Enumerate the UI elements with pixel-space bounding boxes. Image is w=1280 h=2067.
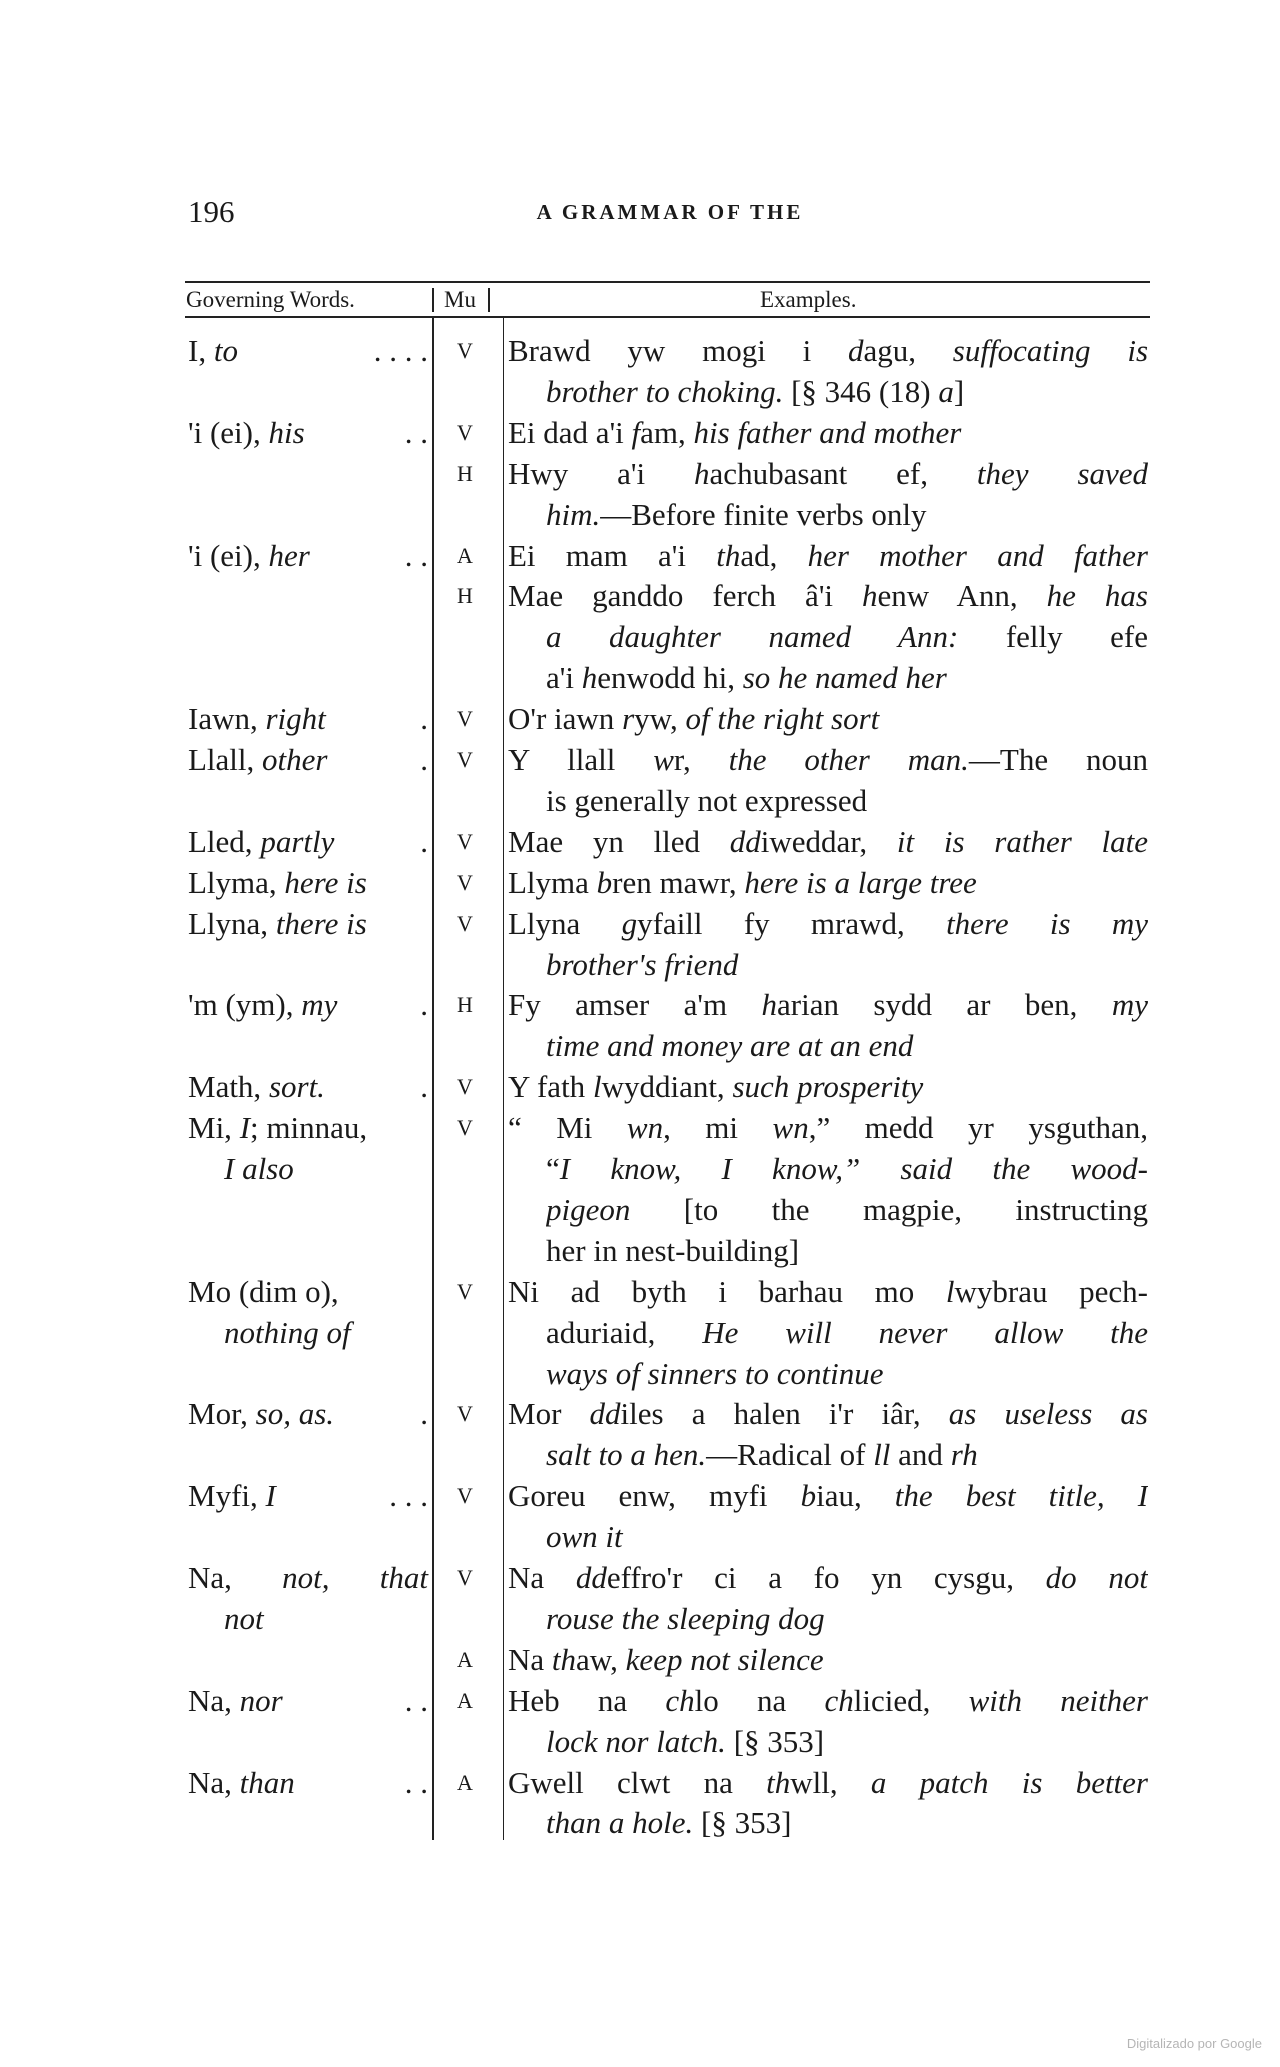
example-text <box>546 1516 1148 1557</box>
roman-text: Na <box>508 1641 552 1677</box>
roman-text: Na <box>508 1560 576 1595</box>
table-line <box>0 657 1280 698</box>
mutation-code: A <box>457 1646 473 1672</box>
roman-text: “ <box>546 1151 560 1186</box>
dot-leader: . <box>420 987 428 1023</box>
roman-text: Llyma <box>508 864 597 900</box>
table-line <box>0 903 1280 944</box>
table-line <box>0 1475 1280 1516</box>
example-text <box>508 1066 1148 1107</box>
table-line <box>0 862 1280 903</box>
mutation-code: H <box>457 992 473 1018</box>
example-text <box>546 1189 1148 1230</box>
italic-text: ll <box>873 1437 891 1473</box>
italic-text: dd <box>589 1396 621 1432</box>
table-line <box>0 1762 1280 1803</box>
header-mu: Mu <box>444 287 476 312</box>
digitization-credit: Digitalizado por Google <box>1126 2036 1262 2051</box>
table-line <box>0 1312 1280 1353</box>
roman-text: iau, <box>816 1478 895 1514</box>
table-line <box>0 821 1280 862</box>
italic-text: right <box>265 701 326 737</box>
italic-text: h <box>862 578 878 614</box>
mutation-code: V <box>457 338 473 363</box>
roman-text: licied, <box>853 1682 969 1718</box>
example-text <box>508 575 1148 616</box>
table-line <box>0 1271 1280 1312</box>
dot-leader: . . <box>404 414 428 450</box>
italic-text: r <box>622 701 635 737</box>
governing-word <box>224 1312 464 1353</box>
dot-leader: . <box>420 1069 428 1105</box>
italic-text: it is rather late <box>896 823 1148 859</box>
mutation-code: H <box>457 583 473 609</box>
roman-text: [to the magpie, instructing <box>630 1191 1148 1227</box>
example-text <box>508 1557 1148 1598</box>
roman-text: Ni ad byth i barhau mo <box>508 1273 946 1309</box>
example-text <box>546 780 1148 821</box>
example-text <box>508 330 1148 371</box>
roman-text: yw, <box>634 701 686 737</box>
roman-text: [§ 346 (18) <box>783 373 939 409</box>
table-line <box>0 1434 1280 1475</box>
dot-leader: . <box>420 1396 428 1432</box>
italic-text: as useless as <box>948 1396 1148 1432</box>
roman-text: wybrau pech- <box>954 1273 1148 1309</box>
roman-text: wyddiant, <box>601 1069 733 1105</box>
italic-text: I <box>239 1110 251 1146</box>
italic-text: rouse the sleeping dog <box>546 1600 825 1636</box>
italic-text: h <box>581 660 598 696</box>
roman-text: O'r iawn <box>508 701 623 737</box>
example-text <box>546 1802 1148 1843</box>
mutation-code: V <box>457 1278 473 1304</box>
roman-text: Math, <box>188 1069 269 1105</box>
italic-text: than <box>239 1764 295 1800</box>
table-line <box>0 412 1280 453</box>
italic-text: h <box>694 455 710 491</box>
roman-text: wll, <box>790 1764 871 1800</box>
header-divider <box>432 288 434 312</box>
example-text <box>508 535 1148 576</box>
table-line <box>0 1066 1280 1107</box>
running-head: A GRAMMAR OF THE <box>536 200 804 224</box>
mutation-code: V <box>457 910 473 936</box>
italic-text: here is a large tree <box>744 864 977 900</box>
example-text <box>546 371 1148 412</box>
italic-text: He will never allow the <box>702 1314 1148 1350</box>
table-line <box>0 698 1280 739</box>
table-header-rule <box>185 316 1150 318</box>
table-line <box>0 371 1280 412</box>
mutation-code: V <box>457 706 473 732</box>
roman-text: Mor, <box>188 1396 256 1432</box>
roman-text: Mo (dim o), <box>188 1273 339 1309</box>
italic-text: th <box>766 1764 791 1800</box>
mutation-code: V <box>457 1401 473 1427</box>
roman-text: agu, <box>863 333 953 368</box>
italic-text: d <box>847 333 864 368</box>
example-text <box>508 453 1148 494</box>
italic-text: my <box>1111 987 1148 1023</box>
italic-text: dd <box>575 1560 607 1595</box>
example-text <box>508 1680 1148 1721</box>
roman-text: I, <box>188 333 214 368</box>
example-text <box>508 821 1148 862</box>
italic-text: th <box>716 537 741 573</box>
italic-text: a patch is better <box>870 1764 1148 1800</box>
italic-text: g <box>621 905 638 941</box>
italic-text: time and money are at an end <box>546 1028 914 1064</box>
roman-text: ren mawr, <box>612 864 745 900</box>
italic-text: so, as. <box>255 1396 335 1432</box>
roman-text: enwodd hi, <box>597 660 743 696</box>
dot-leader: . . <box>404 1764 428 1800</box>
roman-text: —The noun <box>968 742 1148 777</box>
italic-text: I <box>265 1478 276 1514</box>
governing-word <box>188 1557 428 1598</box>
roman-text: Llyna, <box>188 905 276 941</box>
mutation-code: V <box>457 1565 473 1590</box>
roman-text: Hwy a'i <box>508 455 695 491</box>
table-line <box>0 984 1280 1025</box>
italic-text: not <box>224 1600 264 1636</box>
dot-leader: . . <box>404 1682 428 1718</box>
roman-text: Y llall <box>508 742 654 777</box>
italic-text: partly <box>260 823 335 859</box>
italic-text: his father and mother <box>693 414 962 450</box>
italic-text: own it <box>546 1519 623 1555</box>
italic-text: dd <box>729 823 761 859</box>
roman-text: felly efe <box>958 619 1148 655</box>
italic-text: there is <box>275 905 367 941</box>
italic-text: pigeon <box>546 1191 631 1227</box>
example-text <box>508 1107 1148 1148</box>
governing-word <box>188 903 428 944</box>
italic-text: b <box>800 1478 817 1514</box>
table-line <box>0 616 1280 657</box>
italic-text: I know, I know,” said the wood- <box>559 1151 1148 1186</box>
example-text <box>508 903 1148 944</box>
example-text <box>546 1312 1148 1353</box>
roman-text: Mor <box>508 1396 590 1432</box>
italic-text: th <box>551 1641 577 1677</box>
roman-text: Brawd yw mogi i <box>508 333 848 368</box>
italic-text: wn <box>772 1110 809 1146</box>
italic-text: than a hole. <box>546 1805 694 1841</box>
roman-text: ,” medd yr ysguthan, <box>808 1110 1148 1146</box>
italic-text: wn <box>626 1110 664 1146</box>
example-text <box>546 1598 1148 1639</box>
roman-text: Na, <box>188 1682 240 1718</box>
roman-text: Mae yn lled <box>508 823 730 859</box>
roman-text: iles a halen i'r iâr, <box>620 1396 949 1432</box>
italic-text: ways of sinners to continue <box>546 1355 884 1391</box>
mutation-code: A <box>457 1687 473 1713</box>
table-line <box>0 575 1280 616</box>
italic-text: his <box>268 414 305 450</box>
italic-text: her mother and father <box>807 537 1148 573</box>
italic-text: keep not silence <box>625 1641 824 1677</box>
roman-text: ; minnau, <box>250 1110 368 1146</box>
header-examples: Examples. <box>760 287 857 312</box>
roman-text: yfaill fy mrawd, <box>637 905 947 941</box>
roman-text: iweddar, <box>760 823 897 859</box>
example-text <box>508 412 1148 453</box>
example-text <box>508 984 1148 1025</box>
dot-leader: . <box>420 701 428 737</box>
italic-text: of the right sort <box>685 701 880 737</box>
table-line <box>0 1721 1280 1762</box>
header-governing-words: Governing Words. <box>186 287 355 312</box>
italic-text: not, that <box>282 1560 428 1595</box>
table-line <box>0 330 1280 371</box>
mutation-code: A <box>457 1769 473 1795</box>
italic-text: the other man. <box>728 742 969 777</box>
example-text <box>546 1434 1148 1475</box>
governing-word <box>224 1148 464 1189</box>
table-line <box>0 1025 1280 1066</box>
dot-leader: . . . . <box>373 333 428 368</box>
roman-text: —Before finite verbs only <box>600 496 927 532</box>
dot-leader: . <box>420 823 428 859</box>
dot-leader: . . . <box>389 1478 428 1514</box>
italic-text: to <box>213 333 238 368</box>
table-line <box>0 1393 1280 1434</box>
governing-word <box>224 1598 464 1639</box>
roman-text: Na, <box>188 1764 240 1800</box>
italic-text: brother's friend <box>546 946 739 982</box>
header-divider <box>488 288 490 312</box>
roman-text: effro'r ci a fo yn cysgu, <box>606 1560 1046 1595</box>
italic-text: such prosperity <box>732 1069 924 1105</box>
roman-text: achubasant ef, <box>709 455 977 491</box>
table-line <box>0 780 1280 821</box>
italic-text: sort. <box>268 1069 325 1105</box>
roman-text: ad, <box>740 537 808 573</box>
roman-text: her in nest-building] <box>546 1232 800 1268</box>
roman-text: Ei mam a'i <box>508 537 717 573</box>
italic-text: other <box>262 742 328 777</box>
table-line <box>0 494 1280 535</box>
italic-text: him. <box>546 496 601 532</box>
roman-text: enw Ann, <box>877 578 1047 614</box>
table-line <box>0 944 1280 985</box>
italic-text: do not <box>1045 1560 1148 1595</box>
example-text <box>546 1148 1148 1189</box>
table-top-rule <box>185 281 1150 283</box>
example-text <box>508 1393 1148 1434</box>
italic-text: suffocating is <box>952 333 1148 368</box>
roman-text: [§ 353] <box>725 1723 825 1759</box>
governing-word <box>188 1107 428 1148</box>
roman-text: ] <box>953 373 965 409</box>
roman-text: Llyna <box>508 905 622 941</box>
roman-text: Lled, <box>188 823 261 859</box>
mutation-code: H <box>457 460 473 486</box>
example-text <box>508 739 1148 780</box>
italic-text: b <box>596 864 613 900</box>
example-text <box>508 1762 1148 1803</box>
table-line <box>0 1802 1280 1843</box>
table-line <box>0 1557 1280 1598</box>
roman-text: Fy amser a'm <box>508 987 762 1023</box>
dot-leader: . <box>420 742 428 777</box>
italic-text: the best title, I <box>894 1478 1148 1514</box>
italic-text: l <box>945 1273 955 1309</box>
roman-text: Llyma, <box>188 864 285 900</box>
mutation-code: V <box>457 747 473 772</box>
italic-text: nor <box>239 1682 283 1718</box>
italic-text: nothing of <box>224 1314 351 1350</box>
table-line <box>0 1189 1280 1230</box>
roman-text: r, <box>673 742 729 777</box>
roman-text: Y fath <box>508 1069 593 1105</box>
italic-text: here is <box>284 864 367 900</box>
example-text <box>546 1230 1148 1271</box>
italic-text: her <box>268 537 310 573</box>
example-text <box>546 1353 1148 1394</box>
italic-text: I also <box>224 1151 294 1186</box>
mutation-code: V <box>457 1115 473 1141</box>
roman-text: aw, <box>576 1641 626 1677</box>
italic-text: with neither <box>968 1682 1148 1718</box>
table-line <box>0 739 1280 780</box>
roman-text: Mi, <box>188 1110 240 1146</box>
roman-text: lo na <box>694 1682 825 1718</box>
italic-text: they saved <box>976 455 1148 491</box>
mutation-code: V <box>457 1483 473 1509</box>
roman-text: 'm (ym), <box>188 987 302 1023</box>
table-line <box>0 1148 1280 1189</box>
example-text <box>546 1025 1148 1066</box>
roman-text: am, <box>640 414 694 450</box>
example-text <box>508 1639 1148 1680</box>
roman-text: 'i (ei), <box>188 414 269 450</box>
italic-text: l <box>592 1069 602 1105</box>
mutation-code: V <box>457 419 473 445</box>
example-text <box>508 1271 1148 1312</box>
italic-text: he has <box>1046 578 1148 614</box>
roman-text: —Radical of <box>706 1437 874 1473</box>
mutation-code: V <box>457 869 473 895</box>
example-text <box>508 698 1148 739</box>
roman-text: and <box>890 1437 951 1473</box>
roman-text: Goreu enw, myfi <box>508 1478 801 1514</box>
roman-text: 'i (ei), <box>188 537 269 573</box>
page-number: 196 <box>188 194 235 229</box>
dot-leader: . . <box>404 537 428 573</box>
roman-text: a'i <box>546 660 582 696</box>
italic-text: a <box>938 373 954 409</box>
italic-text: h <box>761 987 778 1023</box>
table-line <box>0 1353 1280 1394</box>
roman-text: [§ 353] <box>693 1805 792 1841</box>
italic-text: rh <box>950 1437 978 1473</box>
italic-text: my <box>301 987 338 1023</box>
mutation-code: V <box>457 1074 473 1100</box>
governing-word <box>188 862 428 903</box>
italic-text: lock nor latch. <box>546 1723 726 1759</box>
roman-text: Heb na <box>508 1682 666 1718</box>
roman-text: aduriaid, <box>546 1314 703 1350</box>
roman-text: , mi <box>663 1110 773 1146</box>
governing-word <box>188 1271 428 1312</box>
example-text <box>508 1475 1148 1516</box>
italic-text: ch <box>665 1682 695 1718</box>
roman-text: arian sydd ar ben, <box>777 987 1112 1023</box>
table-line <box>0 1516 1280 1557</box>
table-line <box>0 1598 1280 1639</box>
table-line <box>0 1680 1280 1721</box>
mutation-code: A <box>457 542 473 568</box>
example-text <box>546 657 1148 698</box>
roman-text: Mae ganddo ferch â'i <box>508 578 863 614</box>
table-line <box>0 1639 1280 1680</box>
table-line <box>0 1107 1280 1148</box>
italic-text: so he named her <box>742 660 947 696</box>
roman-text: Gwell clwt na <box>508 1764 767 1800</box>
italic-text: there is my <box>946 905 1148 941</box>
example-text <box>546 616 1148 657</box>
table-line <box>0 1230 1280 1271</box>
example-text <box>546 1721 1148 1762</box>
roman-text: Llall, <box>188 742 263 777</box>
roman-text: Myfi, <box>188 1478 266 1514</box>
roman-text: Ei dad a'i <box>508 414 632 450</box>
italic-text: brother to choking. <box>546 373 784 409</box>
italic-text: a daughter named Ann: <box>546 619 959 655</box>
example-text <box>546 494 1148 535</box>
italic-text: f <box>631 414 641 450</box>
italic-text: w <box>653 742 674 777</box>
italic-text: salt to a hen. <box>546 1437 707 1473</box>
mutation-code: V <box>457 828 473 854</box>
table-line <box>0 453 1280 494</box>
example-text <box>508 862 1148 903</box>
roman-text: is generally not expressed <box>546 782 868 818</box>
roman-text: “ Mi <box>508 1110 627 1146</box>
roman-text: Iawn, <box>188 701 266 737</box>
roman-text: Na, <box>188 1560 283 1595</box>
example-text <box>546 944 1148 985</box>
italic-text: ch <box>824 1682 854 1718</box>
table-line <box>0 535 1280 576</box>
